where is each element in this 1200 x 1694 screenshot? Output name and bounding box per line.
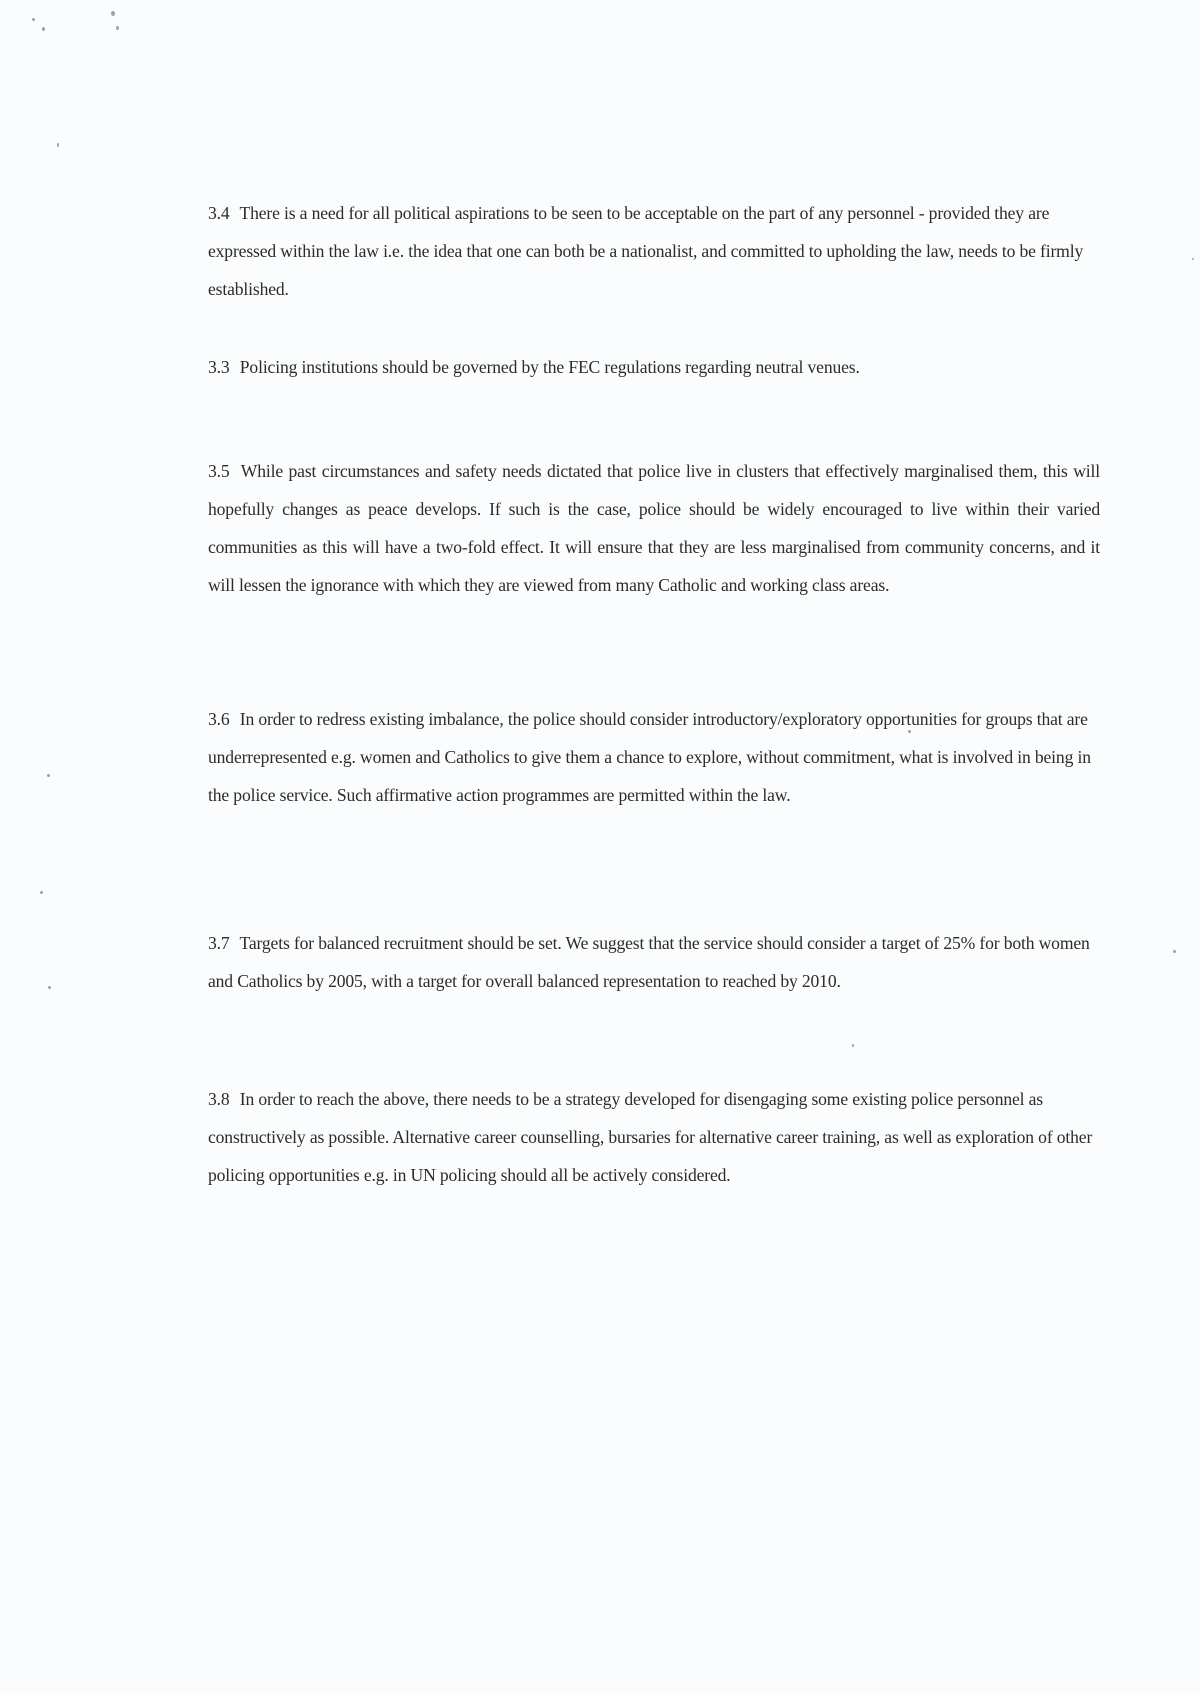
scan-speck bbox=[111, 11, 115, 16]
scan-speck bbox=[40, 891, 43, 894]
paragraph-3-5 bbox=[208, 452, 1100, 604]
paragraph-number: 3.3 bbox=[208, 357, 230, 377]
scan-speck bbox=[48, 986, 51, 989]
paragraph-3-4 bbox=[208, 194, 1100, 308]
paragraph-number: 3.6 bbox=[208, 709, 230, 729]
paragraph-text: Policing institutions should be governed by the FEC regulations regarding neutral venues. bbox=[239, 357, 860, 377]
paragraph-number: 3.4 bbox=[208, 203, 230, 223]
scan-speck bbox=[1173, 950, 1176, 953]
paragraph-3-7 bbox=[208, 924, 1100, 1000]
paragraph-number: 3.7 bbox=[208, 933, 230, 953]
paragraph-text: There is a need for all political aspirations to be seen to be acceptable on the part of any personnel - provided they are expressed within the law i.e. the idea that one can both be a nationalist, and committed to upholding the law, needs to be firmly established. bbox=[208, 203, 1084, 299]
scan-speck bbox=[1192, 258, 1194, 260]
paragraph-number: 3.8 bbox=[208, 1089, 230, 1109]
paragraph-text: In order to redress existing imbalance, the police should consider introductory/exploratory opportunities for groups that are underrepresented e.g. women and Catholics to give them a chance to explore, without commitment, what is involved in being in the police service. Such affirmative action programmes are permitted within the law. bbox=[208, 709, 1091, 805]
paragraph-text: Targets for balanced recruitment should be set. We suggest that the service should consider a target of 25% for both women and Catholics by 2005, with a target for overall balanced representation to reached by 2010. bbox=[208, 933, 1090, 991]
paragraph-3-8 bbox=[208, 1080, 1100, 1194]
scan-speck bbox=[32, 18, 35, 21]
paragraph-3-3 bbox=[208, 348, 1100, 386]
scan-speck bbox=[852, 1044, 854, 1047]
paragraph-text: While past circumstances and safety needs dictated that police live in clusters that effectively marginalised them, this will hopefully changes as peace develops. If such is the case, police should be widely encouraged to live within their varied communities as this will have a two-fold effect. It will ensure that they are less marginalised from community concerns, and it will lessen the ignorance with which they are viewed from many Catholic and working class areas. bbox=[208, 461, 1100, 595]
scan-speck bbox=[116, 26, 119, 30]
paragraph-text: In order to reach the above, there needs to be a strategy developed for disengaging some existing police personnel as constructively as possible. Alternative career counselling, bursaries for alternative career training, as well as exploration of other policing opportunities e.g. in UN policing should all be actively considered. bbox=[208, 1089, 1093, 1185]
scan-speck bbox=[47, 774, 50, 777]
scan-speck bbox=[42, 27, 45, 31]
paragraph-number: 3.5 bbox=[208, 461, 230, 481]
paragraph-3-6 bbox=[208, 700, 1100, 814]
scan-speck bbox=[57, 143, 59, 147]
